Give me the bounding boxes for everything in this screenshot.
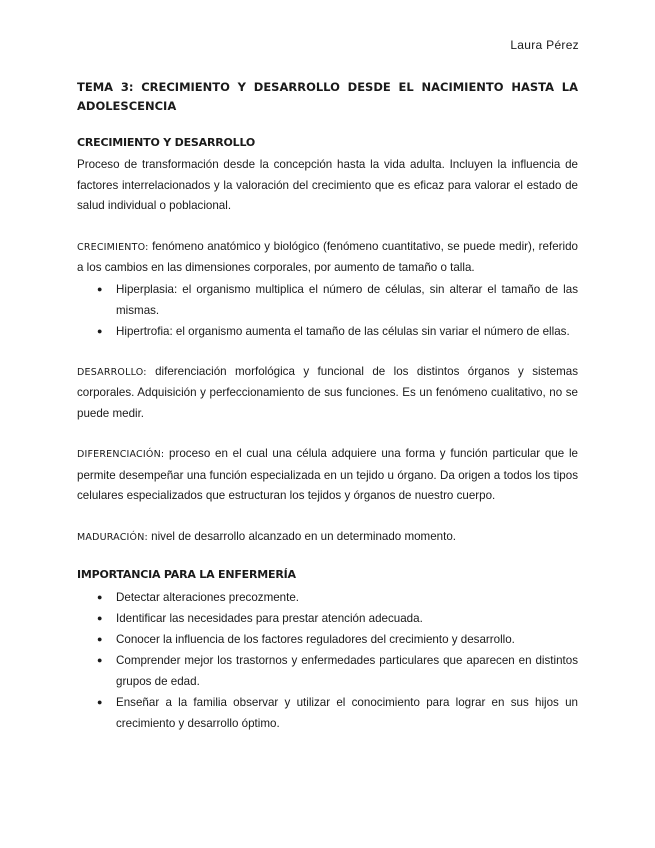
keyword-hiperplasia: Hiperplasia: [116,282,178,296]
term-desarrollo: DESARROLLO: [77,366,147,378]
list-item [97,650,578,692]
section-heading-importancia: IMPORTANCIA PARA LA ENFERMERÍA [77,568,296,581]
bullet-icon: ● [97,697,103,707]
spacer [77,342,578,362]
list-item [97,321,578,342]
bullet-icon: ● [97,634,103,644]
importancia-list [77,587,578,734]
author-name: Laura Pérez [510,38,579,52]
bullet-icon: ● [97,283,103,294]
bullet-icon: ● [97,613,103,623]
intro-paragraph: Proceso de transformación desde la concepción hasta la vida adulta. Incluyen la influencia de factores interrelacionados y la valoración del crecimiento que es eficaz para valorar el estado de salud individual o poblacional. [77,158,578,212]
list-item-text: el organismo aumenta el tamaño de las células sin variar el número de ellas. [172,324,570,338]
keyword-hipertrofia: Hipertrofia: [116,324,173,338]
spacer [77,507,578,527]
spacer [77,424,578,444]
maduracion-definition [77,527,578,549]
list-item-text: Comprender mejor los trastornos y enfermedades particulares que aparecen en distintos grupos de edad. [116,654,578,688]
term-maduracion: MADURACIÓN: [77,531,148,543]
list-item-text: Identificar las necesidades para prestar atención adecuada. [116,612,423,625]
list-item [97,629,578,650]
bullet-icon: ● [97,592,103,602]
section-heading-crecimiento-desarrollo: CRECIMIENTO Y DESARROLLO [77,136,256,149]
list-item [97,692,578,734]
list-item-text: Enseñar a la familia observar y utilizar el conocimiento para lograr en sus hijos un crecimiento y desarrollo óptimo. [116,696,578,730]
term-crecimiento: CRECIMIENTO: [77,241,149,253]
spacer [77,217,578,237]
list-item-text: el organismo multiplica el número de células, sin alterar el tamaño de las mismas. [116,282,578,317]
document-content [77,78,578,734]
bullet-icon: ● [97,655,103,665]
desarrollo-text: diferenciación morfológica y funcional de los distintos órganos y sistemas corporales. Adquisición y perfeccionamiento de sus funciones. Es un fenómeno cualitativo, no se puede medir. [77,364,578,420]
list-item-text: Detectar alteraciones precozmente. [116,591,300,604]
bullet-icon: ● [97,325,103,336]
document-title: TEMA 3: CRECIMIENTO Y DESARROLLO DESDE EL NACIMIENTO HASTA LA ADOLESCENCIA [77,80,578,113]
maduracion-text: nivel de desarrollo alcanzado en un determinado momento. [147,529,457,543]
list-item [97,587,578,608]
list-item [97,279,578,321]
term-diferenciacion: DIFERENCIACIÓN: [77,449,165,460]
desarrollo-definition [77,362,578,425]
list-item-text: Conocer la influencia de los factores reguladores del crecimiento y desarrollo. [116,633,515,646]
diferenciacion-definition [77,444,578,507]
crecimiento-list [77,279,578,342]
crecimiento-definition [77,237,578,279]
crecimiento-text: fenómeno anatómico y biológico (fenómeno cuantitativo, se puede medir), referido a los cambios en las dimensiones corporales, por aumento de tamaño o talla. [77,239,578,274]
list-item [97,608,578,629]
diferenciacion-text: proceso en el cual una célula adquiere una forma y función particular que le permite desempeñar una función especializada en un tejido u órgano. Da origen a todos los tipos celulares especializados que estructuran los tejidos y órganos de nuestro cuerpo. [77,447,578,502]
